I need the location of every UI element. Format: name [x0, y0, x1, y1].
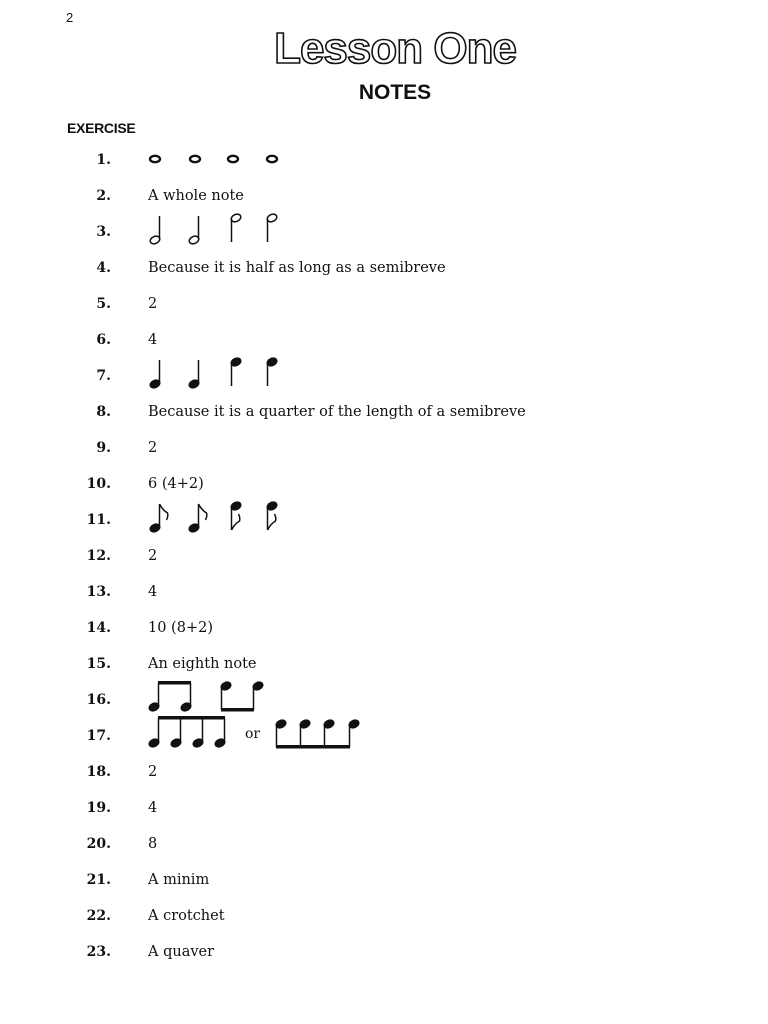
- answer-text: A minim: [148, 872, 210, 888]
- answer-number: 18.: [86, 764, 111, 780]
- answer-text: Because it is a quarter of the length of a semibreve: [148, 404, 526, 420]
- quaver-notes-icon: [145, 498, 295, 538]
- beamed-quaver-pairs-icon: [145, 678, 295, 718]
- answer-number: 20.: [86, 836, 111, 852]
- answer-row: [0, 688, 768, 714]
- minim-notes-icon: [145, 210, 295, 250]
- answer-text: 4: [148, 584, 158, 600]
- answer-row: [0, 616, 768, 642]
- section-heading: EXERCISE: [67, 120, 136, 136]
- answer-row: [0, 220, 768, 246]
- answer-row: [0, 256, 768, 282]
- answer-row: [0, 652, 768, 678]
- beamed-quaver-group-icon: [145, 714, 245, 754]
- answer-number: 19.: [86, 800, 111, 816]
- answer-text: 6 (4+2): [148, 476, 204, 492]
- answer-row: [0, 364, 768, 390]
- answer-text: 4: [148, 800, 158, 816]
- answer-text: 2: [148, 440, 158, 456]
- answer-row: [0, 580, 768, 606]
- answer-row: [0, 184, 768, 210]
- answer-number: 16.: [86, 692, 111, 708]
- crotchet-notes-icon: [145, 354, 295, 394]
- answer-number: 6.: [96, 332, 111, 348]
- answer-row: [0, 760, 768, 786]
- answer-row: [0, 868, 768, 894]
- answer-number: 21.: [86, 872, 111, 888]
- answer-number: 15.: [86, 656, 111, 672]
- page-number: 2: [66, 10, 74, 25]
- answer-row: [0, 148, 768, 174]
- answer-number: 23.: [86, 944, 111, 960]
- answer-row: [0, 904, 768, 930]
- answer-number: 3.: [96, 224, 111, 240]
- answer-number: 7.: [96, 368, 111, 384]
- or-connector: or: [245, 726, 261, 742]
- answer-row: [0, 796, 768, 822]
- page-title: Lesson One: [274, 24, 516, 73]
- answer-text: A crotchet: [148, 908, 225, 924]
- answer-row: [0, 544, 768, 570]
- answer-text: 2: [148, 764, 158, 780]
- answer-number: 2.: [96, 188, 111, 204]
- answer-row: [0, 832, 768, 858]
- answer-number: 5.: [96, 296, 111, 312]
- answer-row: [0, 940, 768, 966]
- answer-number: 10.: [86, 476, 111, 492]
- beamed-quaver-group-alt-icon: [270, 716, 370, 756]
- answer-row: [0, 724, 768, 750]
- answer-number: 12.: [86, 548, 111, 564]
- answer-number: 4.: [96, 260, 111, 276]
- answer-number: 22.: [86, 908, 111, 924]
- answer-number: 11.: [86, 512, 111, 528]
- semibreve-notes-icon: [145, 138, 295, 178]
- answer-number: 8.: [96, 404, 111, 420]
- answer-row: [0, 292, 768, 318]
- answer-row: [0, 400, 768, 426]
- answer-row: [0, 328, 768, 354]
- answer-text: An eighth note: [148, 656, 257, 672]
- page-subtitle: NOTES: [358, 81, 432, 104]
- answer-row: [0, 508, 768, 534]
- answer-number: 14.: [86, 620, 111, 636]
- answer-number: 13.: [86, 584, 111, 600]
- answer-text: 4: [148, 332, 158, 348]
- answer-text: 10 (8+2): [148, 620, 213, 636]
- answer-number: 17.: [86, 728, 111, 744]
- answer-number: 1.: [96, 152, 111, 168]
- answer-text: 2: [148, 296, 158, 312]
- answer-text: 8: [148, 836, 158, 852]
- answer-text: 2: [148, 548, 158, 564]
- answer-text: Because it is half as long as a semibreve: [148, 260, 446, 276]
- answer-text: A whole note: [148, 188, 244, 204]
- answer-row: [0, 436, 768, 462]
- answer-text: A quaver: [148, 944, 215, 960]
- answer-number: 9.: [96, 440, 111, 456]
- answer-row: [0, 472, 768, 498]
